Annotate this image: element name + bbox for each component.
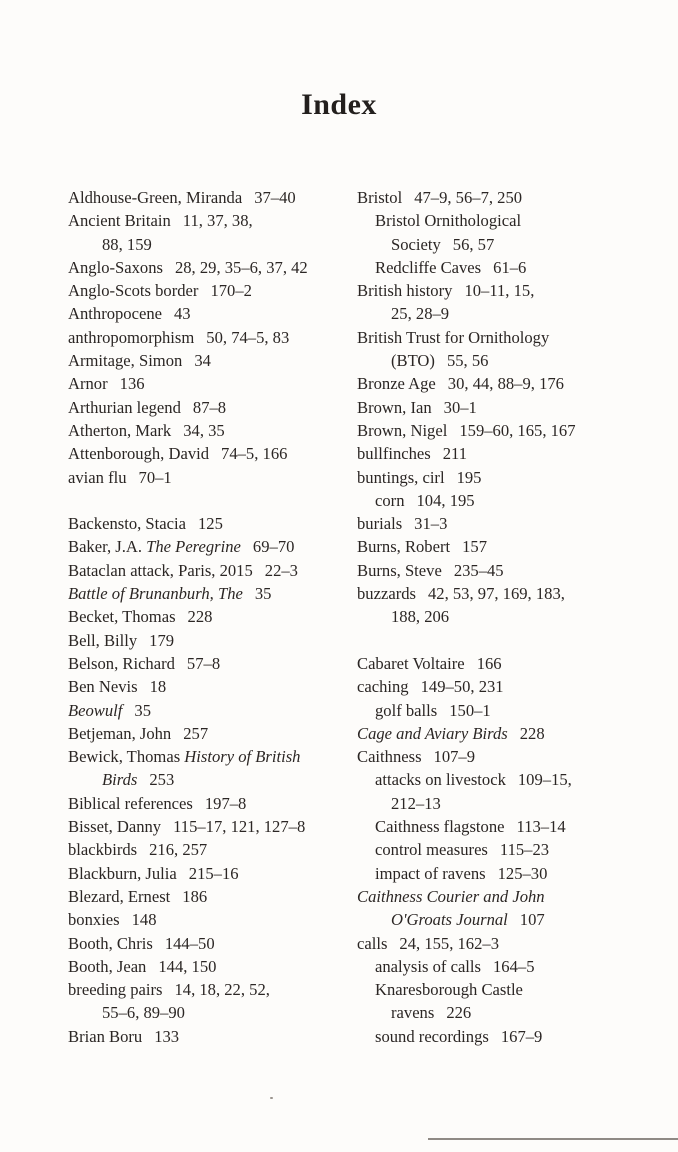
index-entry [68, 535, 343, 558]
page-numbers: 34 [194, 351, 211, 371]
entry-term: Caithness Courier and John [357, 886, 545, 906]
entry-term: Arthurian legend [68, 397, 181, 417]
entry-term: Bell, Billy [68, 630, 138, 650]
entry-term: Arnor [68, 374, 108, 394]
index-entry [68, 326, 343, 349]
index-entry [68, 838, 343, 861]
entry-term: 212–13 [391, 793, 441, 813]
index-subentry [357, 1001, 647, 1024]
index-entry [357, 582, 647, 605]
index-entry [68, 1025, 343, 1048]
entry-term: buzzards [357, 584, 416, 604]
entry-term: Anglo-Scots border [68, 281, 199, 301]
index-entry [68, 932, 343, 955]
entry-term: British Trust for Ornithology [357, 327, 550, 347]
index-entry [68, 699, 343, 722]
entry-term: Armitage, Simon [68, 351, 183, 371]
page-numbers: 61–6 [493, 257, 527, 277]
index-entry [357, 326, 647, 349]
entry-term: Beowulf [68, 700, 123, 720]
entry-term: Anthropocene [68, 304, 162, 324]
index-entry [357, 442, 647, 465]
page-numbers: 35 [134, 700, 151, 720]
index-entry [357, 559, 647, 582]
entry-term: Attenborough, David [68, 444, 210, 464]
index-entry [68, 256, 343, 279]
entry-term: bullfinches [357, 444, 431, 464]
entry-term: The Peregrine [146, 537, 241, 557]
page-numbers: 186 [182, 886, 208, 906]
page-numbers: 211 [442, 444, 468, 464]
index-entry [68, 885, 343, 908]
index-subentry [357, 699, 647, 722]
page-numbers: 31–3 [414, 514, 448, 534]
entry-term: corn [375, 490, 405, 510]
entry-term: Booth, Chris [68, 933, 153, 953]
page-numbers: 133 [154, 1026, 180, 1046]
index-subentry [357, 908, 647, 931]
page-numbers: 30, 44, 88–9, 176 [447, 374, 564, 394]
entry-term: Cabaret Voltaire [357, 653, 465, 673]
page-numbers: 37–40 [254, 188, 296, 207]
index-subentry [357, 792, 647, 815]
index-entry [357, 372, 647, 395]
page-numbers: 148 [131, 910, 157, 930]
page-numbers: 42, 53, 97, 169, 183, [427, 584, 565, 604]
entry-term: Redcliffe Caves [375, 257, 482, 277]
page-numbers: 125–30 [497, 863, 548, 883]
page-numbers: 70–1 [138, 467, 172, 487]
entry-term: anthropomorphism [68, 327, 195, 347]
entry-term: buntings, cirl [357, 467, 445, 487]
index-entry [68, 722, 343, 745]
page-numbers: 50, 74–5, 83 [206, 327, 290, 347]
entry-term: Bristol [357, 188, 403, 207]
page-numbers: 28, 29, 35–6, 37, 42 [174, 257, 308, 277]
entry-term: Ancient Britain [68, 211, 171, 231]
entry-term: Cage and Aviary Birds [357, 723, 508, 743]
entry-term: bonxies [68, 910, 120, 930]
entry-term: golf balls [375, 700, 438, 720]
page-numbers: 150–1 [449, 700, 491, 720]
page-numbers: 149–50, 231 [420, 677, 504, 697]
entry-term: 25, 28–9 [391, 304, 450, 324]
index-entry [357, 419, 647, 442]
page-numbers: 113–14 [516, 817, 566, 837]
index-entry [357, 535, 647, 558]
page-edge-rule [428, 1138, 678, 1140]
index-entry [68, 349, 343, 372]
index-entry [68, 186, 343, 209]
page-numbers: 235–45 [453, 560, 504, 580]
page-numbers: 34, 35 [183, 420, 225, 440]
index-entry [68, 582, 343, 605]
index-entry [68, 419, 343, 442]
entry-term: 55–6, 89–90 [102, 1003, 185, 1023]
index-entry [357, 932, 647, 955]
index-entry [68, 792, 343, 815]
page-numbers: 166 [476, 653, 502, 673]
entry-term: Bisset, Danny [68, 817, 162, 837]
index-column-left [68, 186, 343, 1048]
entry-term: impact of ravens [375, 863, 486, 883]
page-title: Index [301, 88, 377, 121]
page-numbers: 107–9 [433, 747, 476, 767]
index-entry [68, 605, 343, 628]
entry-term: burials [357, 514, 403, 534]
page-numbers: 10–11, 15, [464, 281, 535, 301]
page-numbers: 56, 57 [452, 234, 495, 254]
page-numbers: 104, 195 [416, 490, 475, 510]
entry-term: O'Groats Journal [391, 910, 508, 930]
page-numbers: 216, 257 [149, 840, 208, 860]
entry-term: Blezard, Ernest [68, 886, 171, 906]
index-subentry [357, 1025, 647, 1048]
index-subentry [357, 349, 647, 372]
entry-term: Birds [102, 770, 138, 790]
page-numbers: 30–1 [443, 397, 477, 417]
index-subentry [68, 1001, 343, 1024]
print-speck [270, 1097, 273, 1099]
index-entry [357, 186, 647, 209]
index-subentry [357, 955, 647, 978]
page-numbers: 35 [254, 584, 272, 604]
entry-term: blackbirds [68, 840, 138, 860]
page-numbers: 18 [149, 677, 167, 697]
page-numbers: 144, 150 [158, 956, 217, 976]
index-entry [68, 396, 343, 419]
page-numbers: 107 [519, 910, 545, 930]
entry-term: Burns, Robert [357, 537, 451, 557]
entry-term: Knaresborough Castle [375, 980, 523, 1000]
entry-term: Biblical references [68, 793, 193, 813]
page-numbers: 24, 155, 162–3 [399, 933, 499, 953]
entry-term: calls [357, 933, 388, 953]
page-numbers: 125 [197, 514, 223, 534]
page-numbers: 136 [119, 374, 145, 394]
entry-term: 88, 159 [102, 234, 152, 254]
page-numbers: 197–8 [204, 793, 247, 813]
page-numbers: 57–8 [186, 653, 221, 673]
page-numbers: 14, 18, 22, 52, [174, 980, 270, 1000]
entry-term: Bristol Ornithological [375, 211, 522, 231]
entry-term: Backensto, Stacia [68, 514, 186, 534]
entry-term: Caithness [357, 747, 422, 767]
page-numbers: 55, 56 [446, 351, 489, 371]
index-entry [68, 908, 343, 931]
page-numbers: 109–15, [517, 770, 572, 790]
index-subentry [357, 978, 647, 1001]
entry-term: British history [357, 281, 453, 301]
page-numbers: 11, 37, 38, [182, 211, 253, 231]
index-entry [357, 396, 647, 419]
index-entry [68, 745, 343, 768]
page-numbers: 144–50 [164, 933, 215, 953]
entry-term: analysis of calls [375, 956, 481, 976]
page-numbers: 115–17, 121, 127–8 [173, 817, 306, 837]
page-numbers: 159–60, 165, 167 [459, 420, 576, 440]
page-numbers: 195 [456, 467, 482, 487]
index-entry [357, 745, 647, 768]
entry-term: Bataclan attack, Paris, 2015 [68, 560, 253, 580]
index-entry [68, 442, 343, 465]
entry-term: Brown, Nigel [357, 420, 448, 440]
entry-term: caching [357, 677, 409, 697]
entry-term: breeding pairs [68, 980, 163, 1000]
index-subentry [357, 768, 647, 791]
index-subentry [357, 489, 647, 512]
index-entry [357, 675, 647, 698]
index-entry [357, 722, 647, 745]
index-entry [68, 466, 343, 489]
entry-term: Brown, Ian [357, 397, 432, 417]
page-numbers: 115–23 [499, 840, 550, 860]
entry-term: Blackburn, Julia [68, 863, 177, 883]
page-numbers: 164–5 [493, 956, 535, 976]
index-entry [68, 862, 343, 885]
entry-term: History of British [184, 747, 301, 767]
index-entry [68, 302, 343, 325]
page-numbers: 253 [149, 770, 175, 790]
index-subentry [357, 862, 647, 885]
index-subentry [68, 233, 343, 256]
index-entry [68, 279, 343, 302]
index-entry [68, 955, 343, 978]
index-subentry [357, 815, 647, 838]
index-entry [68, 675, 343, 698]
entry-term: Aldhouse-Green, Miranda [68, 188, 243, 207]
index-entry [68, 512, 343, 535]
page-numbers: 87–8 [192, 397, 227, 417]
page-numbers: 228 [187, 607, 213, 627]
entry-term: Ben Nevis [68, 677, 138, 697]
entry-term: Society [391, 234, 441, 254]
index-entry [68, 629, 343, 652]
entry-term: Booth, Jean [68, 956, 147, 976]
index-subentry [357, 209, 647, 232]
page-numbers: 215–16 [188, 863, 239, 883]
index-entry [357, 512, 647, 535]
index-subentry [357, 233, 647, 256]
page-numbers: 167–9 [500, 1026, 543, 1046]
entry-term: Anglo-Saxons [68, 257, 163, 277]
index-section-gap [68, 489, 343, 512]
entry-term: sound recordings [375, 1026, 489, 1046]
index-section-gap [357, 629, 647, 652]
entry-term: control measures [375, 840, 488, 860]
entry-term: ravens [391, 1003, 435, 1023]
entry-term: Bronze Age [357, 374, 436, 394]
page-numbers: 157 [462, 537, 487, 557]
page-numbers: 228 [519, 723, 545, 743]
page-numbers: 226 [446, 1003, 472, 1023]
entry-term: (BTO) [391, 351, 435, 371]
entry-term: 188, 206 [391, 607, 450, 627]
entry-term: avian flu [68, 467, 127, 487]
page-numbers: 179 [149, 630, 175, 650]
page-numbers: 69–70 [252, 537, 295, 557]
index-entry [68, 372, 343, 395]
index-subentry [357, 256, 647, 279]
entry-term: Becket, Thomas [68, 607, 176, 627]
entry-term: Brian Boru [68, 1026, 143, 1046]
index-entry [357, 885, 647, 908]
entry-term: attacks on livestock [375, 770, 506, 790]
entry-term: Caithness flagstone [375, 817, 505, 837]
index-entry [357, 279, 647, 302]
index-subentry [357, 302, 647, 325]
index-entry [68, 209, 343, 232]
entry-term: Burns, Steve [357, 560, 442, 580]
entry-term: Betjeman, John [68, 723, 172, 743]
page-numbers: 257 [183, 723, 209, 743]
index-entry [357, 466, 647, 489]
page-numbers: 170–2 [210, 281, 252, 301]
index-entry [68, 652, 343, 675]
index-entry [68, 559, 343, 582]
entry-term: Atherton, Mark [68, 420, 172, 440]
page-numbers: 22–3 [264, 560, 298, 580]
index-entry [68, 978, 343, 1001]
index-entry [357, 652, 647, 675]
index-entry [68, 815, 343, 838]
page-numbers: 47–9, 56–7, 250 [414, 188, 523, 207]
index-column-right [357, 186, 647, 1048]
index-subentry [357, 605, 647, 628]
page-numbers: 43 [174, 304, 191, 324]
entry-term: Baker, J.A. [68, 537, 147, 557]
index-subentry [68, 768, 343, 791]
index-subentry [357, 838, 647, 861]
entry-term: Bewick, Thomas [68, 747, 185, 767]
page-numbers: 74–5, 166 [221, 444, 288, 464]
entry-term: Belson, Richard [68, 653, 175, 673]
entry-term: Battle of Brunanburh, The [68, 584, 243, 604]
